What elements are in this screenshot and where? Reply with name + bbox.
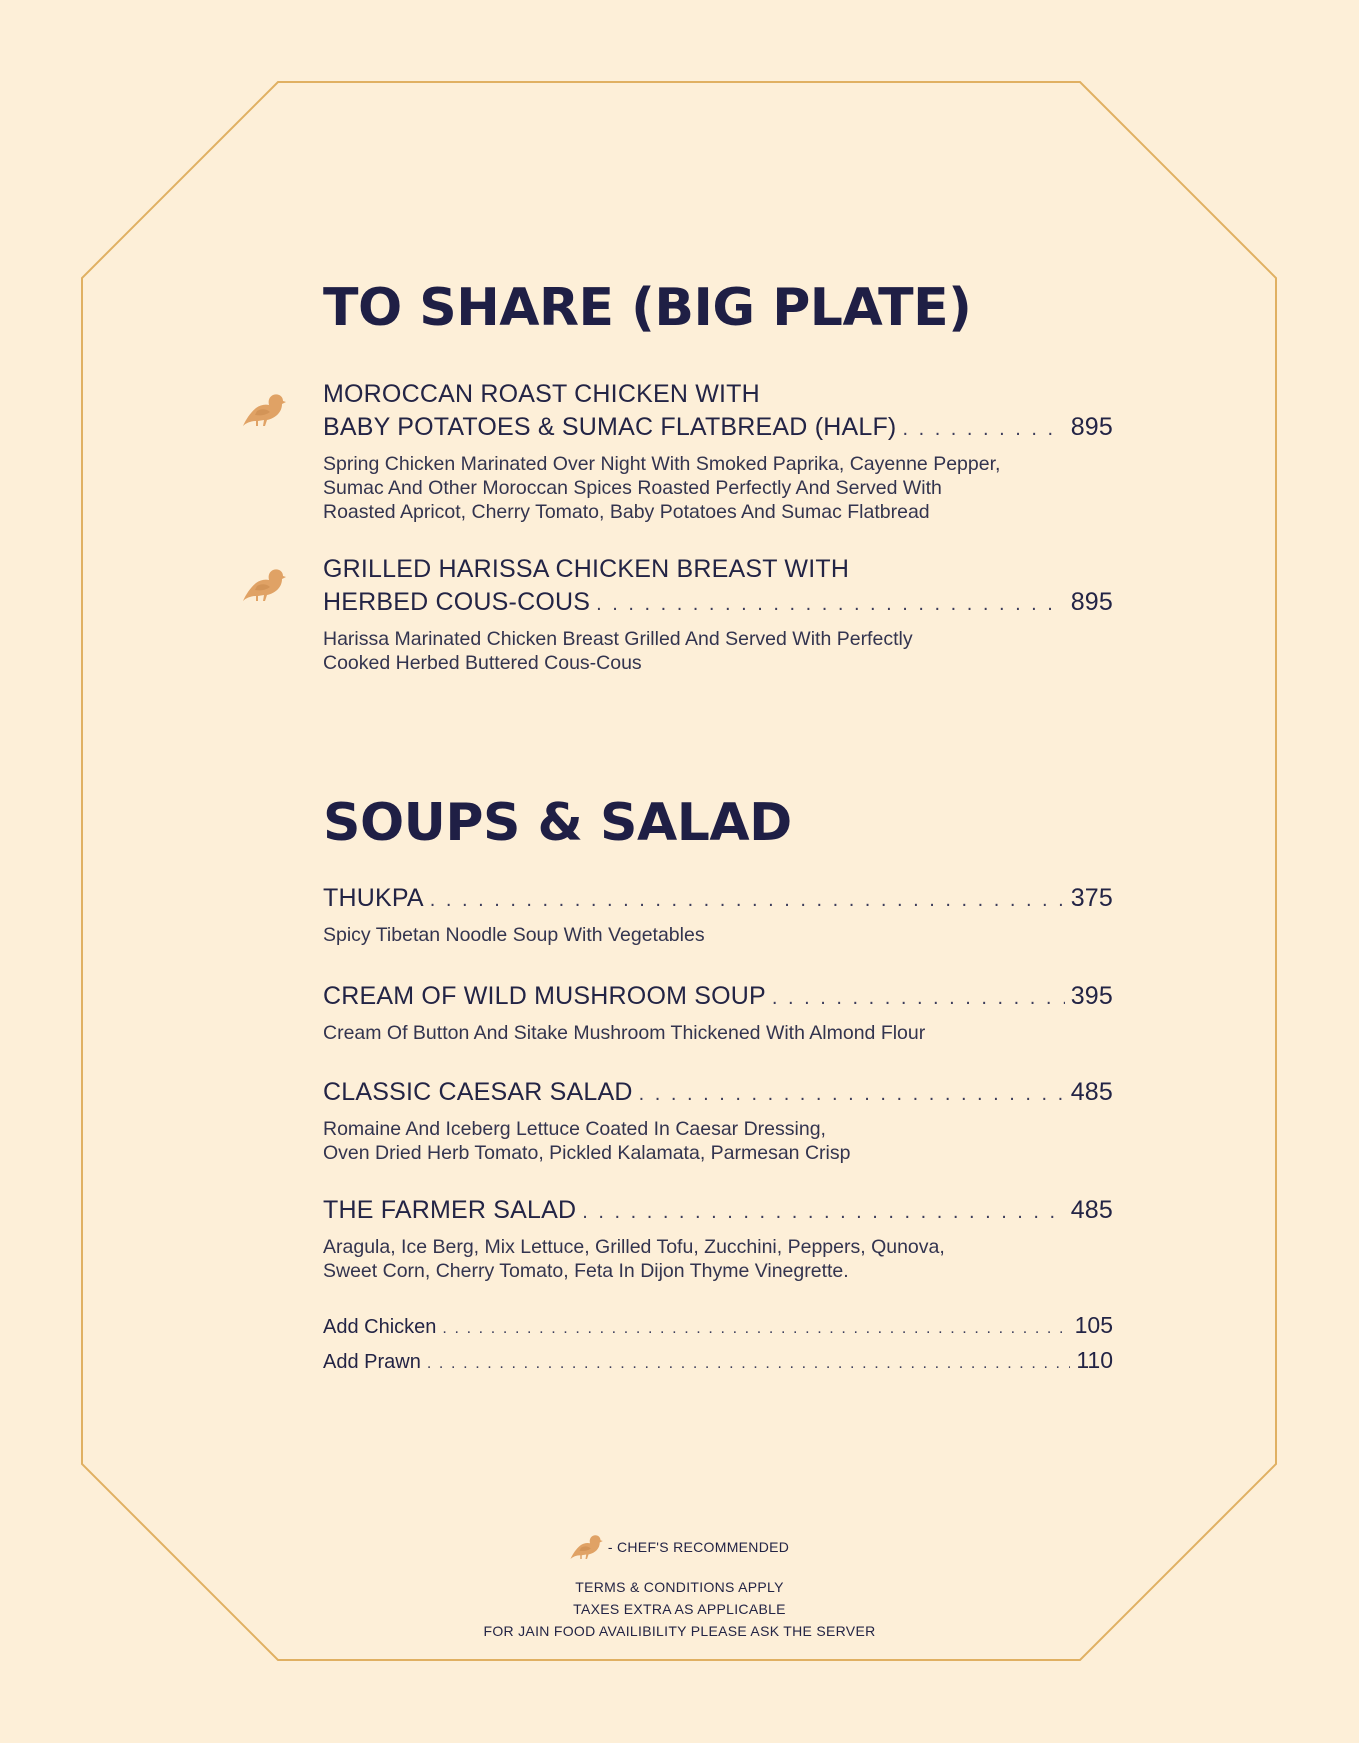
- dot-leader: [582, 1196, 1064, 1229]
- description-line: Roasted Apricot, Cherry Tomato, Baby Potatoes And Sumac Flatbread: [323, 501, 930, 523]
- item-name-line2: HERBED COUS-COUS: [323, 588, 591, 616]
- section-to-share: [323, 278, 1113, 338]
- item-price: 395: [1070, 982, 1113, 1010]
- item-description: [323, 923, 1113, 947]
- menu-item: [323, 980, 1113, 1045]
- menu-item: [323, 378, 1113, 524]
- dot-leader: [902, 413, 1064, 446]
- menu-item: [323, 1194, 1113, 1283]
- dot-leader: [427, 1355, 1070, 1373]
- addon-name: Add Prawn: [323, 1351, 421, 1373]
- dot-leader: [430, 884, 1065, 917]
- item-description: [323, 1235, 1113, 1283]
- addon-item: [323, 1312, 1113, 1339]
- item-price: 485: [1070, 1196, 1113, 1224]
- footer-note: TERMS & CONDITIONS APPLY: [575, 1579, 784, 1595]
- section-title: TO SHARE (BIG PLATE): [323, 278, 972, 338]
- item-name-line1: MOROCCAN ROAST CHICKEN WITH: [323, 380, 760, 408]
- item-name: CREAM OF WILD MUSHROOM SOUP: [323, 982, 766, 1010]
- menu-item: [323, 553, 1113, 675]
- description-line: Spring Chicken Marinated Over Night With Smoked Paprika, Cayenne Pepper,: [323, 453, 1001, 475]
- addon-price: 105: [1074, 1312, 1113, 1338]
- menu-item: [323, 882, 1113, 947]
- dot-leader: [596, 588, 1065, 621]
- dot-leader: [442, 1320, 1068, 1338]
- bird-icon: [243, 390, 287, 430]
- description-line: Harissa Marinated Chicken Breast Grilled And Served With Perfectly: [323, 628, 913, 650]
- item-name: THUKPA: [323, 884, 424, 912]
- description-line: Cooked Herbed Buttered Cous-Cous: [323, 652, 642, 674]
- bird-icon: [570, 1532, 604, 1562]
- legend-label: - CHEF'S RECOMMENDED: [607, 1539, 790, 1555]
- legend: [0, 1532, 1359, 1562]
- description-line: Sumac And Other Moroccan Spices Roasted Perfectly And Served With: [323, 477, 942, 499]
- item-description: [323, 1021, 1113, 1045]
- dot-leader: [639, 1078, 1065, 1111]
- description-line: Oven Dried Herb Tomato, Pickled Kalamata, Parmesan Crisp: [323, 1142, 851, 1164]
- section-soups-salad: [323, 793, 1113, 853]
- menu-item: [323, 1076, 1113, 1165]
- item-name: THE FARMER SALAD: [323, 1196, 577, 1224]
- footer-note: TAXES EXTRA AS APPLICABLE: [573, 1601, 786, 1617]
- section-title: SOUPS & SALAD: [323, 793, 792, 853]
- item-name-row: [323, 411, 1113, 446]
- description-line: Spicy Tibetan Noodle Soup With Vegetables: [323, 924, 705, 946]
- addon-item: [323, 1347, 1113, 1374]
- footer-notes: [0, 1576, 1359, 1642]
- dot-leader: [772, 982, 1065, 1015]
- item-price: 375: [1070, 884, 1113, 912]
- description-line: Aragula, Ice Berg, Mix Lettuce, Grilled Tofu, Zucchini, Peppers, Qunova,: [323, 1236, 945, 1258]
- addon-name: Add Chicken: [323, 1316, 437, 1338]
- description-line: Sweet Corn, Cherry Tomato, Feta In Dijon Thyme Vinegrette.: [323, 1260, 849, 1282]
- item-description: [323, 452, 1113, 524]
- bird-icon: [243, 565, 287, 605]
- item-price: 485: [1070, 1078, 1113, 1106]
- item-price: 895: [1070, 588, 1113, 616]
- description-line: Cream Of Button And Sitake Mushroom Thickened With Almond Flour: [323, 1022, 926, 1044]
- description-line: Romaine And Iceberg Lettuce Coated In Caesar Dressing,: [323, 1118, 826, 1140]
- item-name-row: [323, 586, 1113, 621]
- footer-note: FOR JAIN FOOD AVAILIBILITY PLEASE ASK THE SERVER: [483, 1623, 876, 1639]
- footer: [0, 1532, 1359, 1642]
- item-description: [323, 1117, 1113, 1165]
- item-price: 895: [1070, 413, 1113, 441]
- item-description: [323, 627, 1113, 675]
- item-name-line2: BABY POTATOES & SUMAC FLATBREAD (HALF): [323, 413, 897, 441]
- item-name: CLASSIC CAESAR SALAD: [323, 1078, 633, 1106]
- addon-price: 110: [1076, 1347, 1113, 1373]
- item-name-line1: GRILLED HARISSA CHICKEN BREAST WITH: [323, 555, 850, 583]
